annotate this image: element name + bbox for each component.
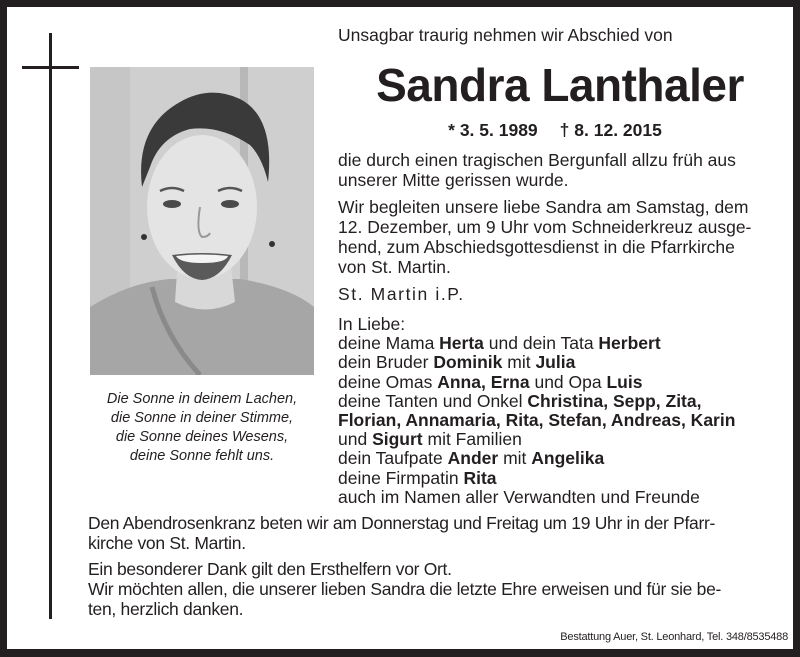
family-relation-text: deine Tanten und Onkel (338, 390, 528, 411)
life-dates (310, 120, 800, 141)
deceased-name: Sandra Lanthaler (376, 59, 744, 111)
cross-icon-vertical (49, 33, 52, 619)
family-relation-text: auch im Namen aller Verwandten und Freunde (338, 486, 700, 507)
family-line (338, 430, 735, 449)
family-line (338, 353, 735, 372)
family-member-name: Ander (447, 448, 499, 469)
text-line: ten, herzlich danken. (88, 599, 244, 619)
family-member-name: Angelika (531, 448, 605, 469)
family-relation-text: mit (502, 352, 536, 373)
portrait-photo (90, 67, 314, 375)
family-line (338, 488, 735, 507)
funeral-paragraph (338, 197, 788, 277)
family-member-name: Rita (463, 467, 497, 488)
place-line: St. Martin i.P. (338, 284, 465, 304)
rosary-paragraph (88, 513, 788, 553)
memorial-verse (90, 390, 314, 466)
text-line: hend, zum Abschiedsgottesdienst in die Pfarrkirche (338, 237, 735, 257)
text-line: Den Abendrosenkranz beten wir am Donnerstag und Freitag um 19 Uhr in der Pfarr- (88, 513, 716, 533)
text-line: kirche von St. Martin. (88, 533, 246, 553)
verse-line: Die Sonne in deinem Lachen, (106, 391, 298, 407)
family-line (338, 334, 735, 353)
thanks-paragraph (88, 559, 788, 619)
family-member-name: Herbert (598, 333, 661, 354)
death-date: † 8. 12. 2015 (559, 120, 662, 140)
text-line: von St. Martin. (338, 257, 451, 277)
verse-line: deine Sonne fehlt uns. (129, 448, 275, 464)
family-relation-text: dein Taufpate (338, 448, 448, 469)
verse-line: die Sonne deines Wesens, (115, 429, 289, 445)
family-member-name: Julia (535, 352, 576, 373)
text-line: die durch einen tragischen Bergunfall allzu früh aus (338, 150, 736, 170)
family-line (338, 373, 735, 392)
family-heading: In Liebe: (338, 314, 406, 334)
family-member-name: Florian, Annamaria, Rita, Stefan, Andreas, Karin (338, 410, 736, 431)
family-relation-text: und dein Tata (483, 333, 599, 354)
cross-icon-horizontal (22, 66, 79, 69)
family-relation-text: deine Mama (338, 333, 440, 354)
text-line: Ein besonderer Dank gilt den Ersthelfern vor Ort. (88, 559, 452, 579)
family-relation-text: und Opa (529, 371, 607, 392)
family-line (338, 469, 735, 488)
family-member-name: Dominik (433, 352, 503, 373)
family-member-name: Herta (439, 333, 484, 354)
family-list (338, 315, 735, 507)
family-member-name: Luis (606, 371, 643, 392)
family-relation-text: deine Firmpatin (338, 467, 464, 488)
family-relation-text: deine Omas (338, 371, 438, 392)
family-member-name: Sigurt (372, 429, 423, 450)
text-line: Wir begleiten unsere liebe Sandra am Samstag, dem (338, 197, 749, 217)
text-line: 12. Dezember, um 9 Uhr vom Schneiderkreuz ausge- (338, 217, 752, 237)
family-relation-text: mit (498, 448, 532, 469)
text-line: unserer Mitte gerissen wurde. (338, 170, 569, 190)
family-relation-text: dein Bruder (338, 352, 434, 373)
family-relation-text: und (338, 429, 373, 450)
family-line (338, 449, 735, 468)
family-line (338, 411, 735, 430)
birth-date: * 3. 5. 1989 (448, 120, 538, 140)
text-line: Wir möchten allen, die unserer lieben Sandra die letzte Ehre erweisen und für sie be- (88, 579, 722, 599)
intro-text: Unsagbar traurig nehmen wir Abschied von (338, 25, 673, 45)
family-line (338, 392, 735, 411)
cause-paragraph (338, 150, 788, 190)
portrait-image-icon (90, 67, 314, 375)
verse-line: die Sonne in deiner Stimme, (110, 410, 294, 426)
undertaker-credit: Bestattung Auer, St. Leonhard, Tel. 348/8535488 (560, 631, 788, 643)
family-member-name: Christina, Sepp, Zita, (527, 390, 702, 411)
family-member-name: Anna, Erna (437, 371, 530, 392)
family-relation-text: mit Familien (422, 429, 522, 450)
